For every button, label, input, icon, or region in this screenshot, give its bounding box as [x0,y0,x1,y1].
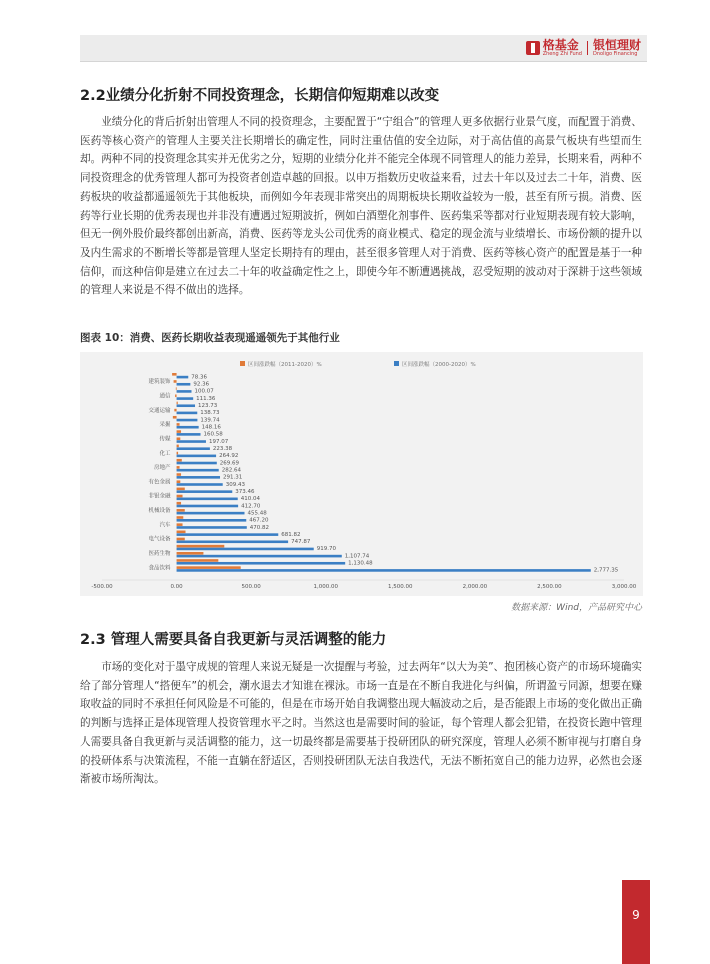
bar-2011-2020 [177,559,219,562]
bar-2000-2020 [177,404,195,407]
logo-divider [587,41,588,55]
bar-2011-2020 [177,502,181,505]
bar-value-label: 681.82 [281,531,301,538]
x-tick-label: 1,500.00 [388,584,413,590]
legend-swatch [240,361,245,366]
bar-value-label: 412.70 [241,503,261,510]
bar-2000-2020 [177,505,239,508]
bar-2000-2020 [177,412,198,415]
bar-2000-2020 [177,397,194,400]
category-label: 有色金属 [148,479,171,486]
logo-name: 格基金 [542,38,579,52]
bar-2000-2020 [177,469,219,472]
category-label: 采掘 [159,422,171,429]
bar-2011-2020 [177,523,183,526]
bar-value-label: 470.82 [249,524,270,531]
section-2-3-paragraph: 市场的变化对于墨守成规的管理人来说无疑是一次提醒与考验，过去两年“以大为美”、抱团核心资产的市场环境确实给了部分管理人“搭便车”的机会，潮水退去才知谁在裸泳。市场一直是在不断自我进化与纠偏，所谓盈亏同源，想要在赚取收益的同时不承担任何风险是不可能的，但是在市场开始自我调整出现大幅波动之后，是否能跟上市场的变化做出正确的判断与选择正是体现管理人投资管理水平之时。当然这也是需要时间的验证，每个管理人都会犯错，在投资长跑中管理人需要具备自我更新与灵活调整的能力，这一切最终都是需要基于投研团队的研究深度，管理人必须不断审视与打磨自身的投研体系与决策流程，不能一直躺在舒适区，否则投研团队无法自我迭代，无法不断拓宽自己的能力边界，必然也会逐渐被市场所淘汰。 [80,661,642,786]
page-number-tab [622,880,650,964]
bar-chart-svg [80,352,643,596]
bar-value-label: 111.36 [196,395,216,402]
bar-2000-2020 [177,540,289,543]
bar-2011-2020 [177,445,179,448]
bar-2011-2020 [177,545,225,548]
page-number: 9 [632,908,640,922]
bar-2011-2020 [177,459,182,462]
bar-2000-2020 [177,490,233,493]
category-label: 房地产 [154,465,171,472]
bar-value-label: 160.58 [203,431,223,438]
bar-2011-2020 [172,373,176,376]
bar-value-label: 138.73 [200,410,220,417]
bar-chart [80,352,643,596]
x-tick-label: 0.00 [170,584,183,590]
bar-2011-2020 [177,480,181,483]
bar-value-label: 78.36 [191,374,208,381]
bar-2011-2020 [177,437,181,440]
category-label: 通信 [159,393,171,400]
bar-2011-2020 [177,509,185,512]
bar-value-label: 1,107.74 [344,553,370,560]
bar-2011-2020 [177,452,178,455]
section-2-2-paragraph: 业绩分化的背后折射出管理人不同的投资理念，主要配置于“宁组合”的管理人更多依据行业景气度，而配置于消费、医药等核心资产的管理人主要关注长期增长的确定性，同时注重估值的安全边际，对于高估值的高景气板块有些望而生却。两种不同的投资理念其实并无优劣之分，短期的业绩分化并不能完全体现不同管理人的能力差异，长期来看，两种不同投资理念的优秀管理人都可为投资者创造卓越的回报。以申万指数历史收益来看，过去十年以及过去二十年，消费、医药板块的收益都遥遥领先于其他板块，而例如今年表现非常突出的周期板块长期收益较为一般，甚至有所亏损。消费、医药等行业长期的优秀表现也并非没有遭遇过短期波折，例如白酒塑化剂事件、医药集采等都对行业短期表现有较大影响，但无一例外股价最终都创出新高，消费、医药等龙头公司优秀的商业模式、稳定的现金流与业绩增长、市场份额的提升以及内生需求的不断增长等都是管理人坚定长期持有的理由，甚至很多管理人对于消费、医药等核心资产的配置是基于一种信仰，而这种信仰是建立在过去二十年的收益确定性之上，即使今年不断遭遇挑战，忍受短期的波动对于深耕于这些领域的管理人来说是不得不做出的选择。 [80,116,642,297]
bar-2000-2020 [177,462,217,465]
x-tick-label: 3,000.00 [611,584,637,590]
category-label: 医药生物 [148,551,171,557]
bar-2011-2020 [177,473,181,476]
bar-2000-2020 [177,555,342,558]
bar-2011-2020 [177,516,184,519]
bar-value-label: 197.07 [208,438,229,445]
bar-2000-2020 [177,440,206,443]
bar-2011-2020 [177,402,178,405]
bar-2000-2020 [177,419,198,422]
bar-2000-2020 [177,519,247,522]
bar-value-label: 92.36 [193,381,210,388]
legend-label: 区间涨跌幅（2000-2020）% [402,362,476,368]
page-header [80,35,647,62]
category-label: 汽车 [159,522,171,529]
bar-value-label: 223.38 [212,446,233,452]
x-tick-label: 2,000.00 [462,584,488,590]
bar-value-label: 269.69 [219,460,240,467]
bar-value-label: 373.46 [235,488,255,495]
bar-2000-2020 [177,376,189,379]
bar-2000-2020 [177,533,279,536]
bar-2011-2020 [177,430,181,433]
bar-value-label: 148.16 [201,424,221,431]
bar-2000-2020 [177,562,346,565]
bar-2000-2020 [177,383,191,386]
logo [526,38,641,58]
figure-title: 图表 10：消费、医药长期收益表现遥遥领先于其他行业 [80,332,340,344]
x-tick-label: 500.00 [241,584,261,590]
bar-value-label: 291.31 [223,474,243,481]
bar-2011-2020 [174,409,176,412]
category-label: 化工 [159,450,171,457]
bar-2011-2020 [177,566,241,569]
bar-2000-2020 [177,569,591,572]
bar-value-label: 919.70 [316,546,336,553]
bar-2011-2020 [173,416,177,419]
logo-right: 银恒理财 [592,38,641,52]
bar-2011-2020 [177,423,180,426]
bar-value-label: 2,777.35 [593,567,619,574]
figure-source: 数据来源：Wind，产品研究中心 [511,603,642,613]
x-tick-label: 1,000.00 [313,584,338,590]
category-label: 食品饮料 [148,565,171,572]
x-tick-label: -500.00 [91,584,113,590]
bar-value-label: 747.87 [291,539,311,546]
section-heading-2-2: 2.2业绩分化折射不同投资理念，长期信仰短期难以改变 [80,88,440,104]
section-heading-2-3: 2.3 管理人需要具备自我更新与灵活调整的能力 [80,632,387,648]
bar-2011-2020 [177,538,185,541]
logo-sub: Zheng Zhi Fund [542,51,582,57]
category-label: 交通运输 [148,407,171,414]
bar-2000-2020 [177,512,245,515]
bar-2011-2020 [177,531,186,534]
bar-2000-2020 [177,447,210,450]
bar-value-label: 1,130.48 [348,560,373,567]
bar-value-label: 309.43 [225,481,245,488]
bar-2011-2020 [175,394,176,397]
logo-right-sub: Dnoligo Financing [592,51,638,57]
bar-value-label: 410.04 [240,496,260,503]
bar-2011-2020 [174,380,177,383]
bar-2000-2020 [177,498,238,501]
legend-label: 区间涨跌幅（2011-2020）% [248,362,322,368]
bar-2000-2020 [177,548,314,551]
bar-2011-2020 [176,387,177,390]
bar-2000-2020 [177,526,247,529]
category-label: 非银金融 [148,493,171,500]
bar-2000-2020 [177,426,199,429]
category-label: 机械设备 [148,508,171,515]
category-label: 传媒 [159,436,171,443]
x-tick-label: 2,500.00 [537,584,562,590]
bar-2000-2020 [177,390,192,393]
bar-2000-2020 [177,455,217,458]
bar-value-label: 467.20 [249,517,269,524]
bar-2000-2020 [177,476,220,479]
bar-2000-2020 [177,433,201,436]
category-label: 电气设备 [148,536,171,543]
logo-icon [526,41,540,55]
bar-value-label: 139.74 [200,417,220,424]
bar-value-label: 100.07 [194,388,214,395]
bar-value-label: 455.48 [247,510,267,517]
bar-2011-2020 [177,552,204,555]
category-label: 建筑装饰 [148,379,171,386]
bar-value-label: 123.73 [198,403,218,410]
bar-2011-2020 [177,466,180,469]
bar-2011-2020 [177,495,183,498]
bar-2000-2020 [177,483,223,486]
bar-2011-2020 [177,488,185,491]
bar-value-label: 264.92 [219,453,239,460]
bar-value-label: 282.64 [221,467,241,474]
legend-swatch [394,361,399,366]
